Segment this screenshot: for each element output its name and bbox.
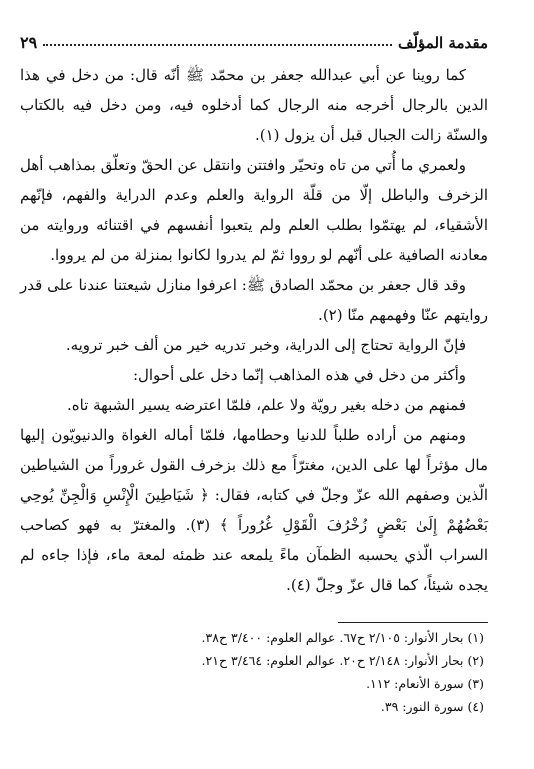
running-title: مقدمة المؤلّف (397, 34, 488, 52)
paragraph: فمنهم من دخله بغير رويّة ولا علم، فلمّا اعترضه يسير الشبهة تاه. (67, 396, 466, 414)
main-text (20, 60, 488, 600)
page-number: ٢٩ (20, 33, 38, 52)
paragraph: ومنهم من أراده طلباً للدنيا وحطامها، فلمّا أماله الغواة والدنيويّون إليها مال مؤثراً لها على الدين، مغترّاً مع ذلك بزخرف القول غروراً من الشياطين الّذين وصفهم الله عزّ وجلّ في كتابه، فقال: ﴿ شَيَاطِينَ الْإِنْسِ وَالْجِنِّ يُوحِي بَعْضُهُمْ إِلَىٰ بَعْضٍ زُخْرُفَ الْقَوْلِ غُرُوراً ﴾ (٣). والمغترّ به فهو كصاحب السراب الّذي يحسبه الظمآن ماءً يلمعه عند ظمئه لمعة ماء، فإذا جاءه لم يجده شيئاً، كما قال عزّ وجلّ (٤). (20, 426, 489, 594)
footnote: (٤) سورة النور: ٣٩. (380, 699, 484, 714)
paragraph: فإنّ الرواية تحتاج إلى الدراية، وخبر تدريه خير من ألف خبر ترويه. (65, 336, 466, 354)
paragraph: وقد قال جعفر بن محمّد الصادق ﷺ: اعرفوا منازل شيعتنا عندنا على قدر روايتهم عنّا وفهمهم منّا (٢). (20, 276, 488, 324)
footnote: (٢) بحار الأنوار: ٢/١٤٨ ح٢٠. عوالم العلوم: ٣/٤٦٤ ح٢١. (201, 653, 484, 668)
leader-dots (43, 44, 392, 46)
footnotes (20, 626, 484, 718)
paragraph: وأكثر من دخل في هذه المذاهب إنّما دخل على أحوال: (132, 366, 466, 384)
paragraph: ولعمري ما أُتي من تاه وتحيّر وافتتن وانتقل عن الحقّ وتعلّق بمذاهب أهل الزخرف والباطل إلّا من قلّة الرواية والعلم وعدم الدراية والفهم، فإنّهم الأشقياء، لم يهتمّوا بطلب العلم ولم يتعبوا أنفسهم في اقتنائه وروايته من معادنه الصافية على أنّهم لو رووا ثمّ لم يدروا لكانوا بمنزلة من لم يرووا. (20, 156, 488, 264)
footnote: (٣) سورة الأنعام: ١١٢. (366, 676, 484, 691)
page-header (20, 28, 488, 52)
footnote-separator (338, 622, 488, 623)
paragraph: كما روينا عن أبي عبدالله جعفر بن محمّد ﷺ أنّه قال: من دخل في هذا الدين بالرجال أخرجه منه الرجال كما أدخلوه فيه، ومن دخل فيه بالكتاب والسنّة زالت الجبال قبل أن يزول (١). (20, 66, 488, 144)
footnote: (١) بحار الأنوار: ٢/١٠٥ ح٦٧. عوالم العلوم: ٣/٤٠٠ ح٣٨. (201, 630, 484, 645)
